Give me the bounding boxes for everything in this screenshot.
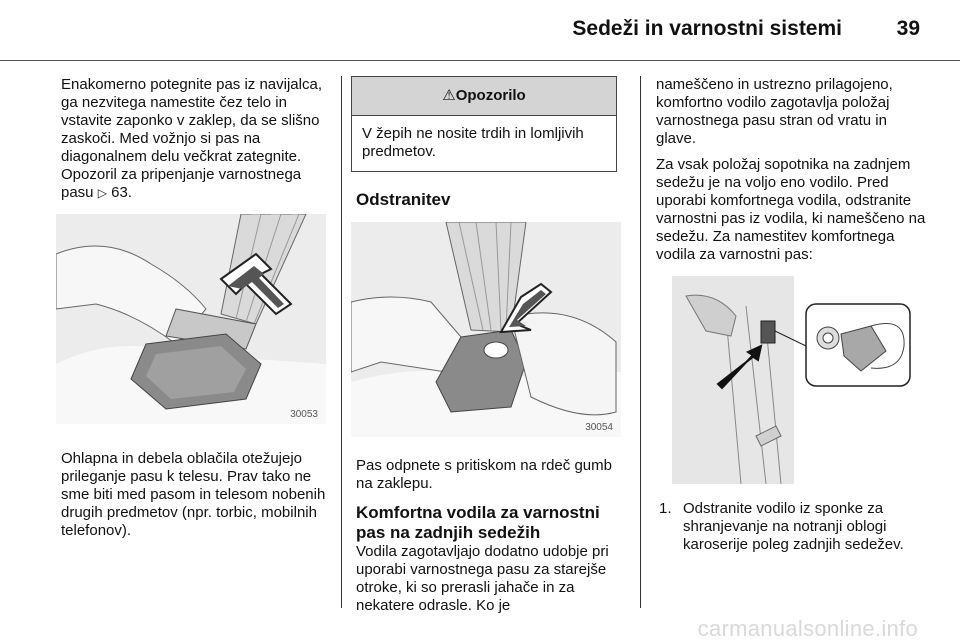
warning-text: V žepih ne nosite trdih in lomljivih predmetov. [362, 125, 584, 160]
paragraph-text: Enakomerno potegnite pas iz navijalca, ga nezvitega namestite čez telo in vstavite zaponko v zaklep, da se slišno zaskoči. Med vožnjo si pas na diagonalnem delu večkrat zategnite. Opozoril za pripenjanje varnostnega pasu [61, 76, 322, 201]
warning-triangle-icon: ⚠ [442, 87, 456, 104]
column-2 [356, 76, 622, 623]
figure-label: 30053 [290, 409, 318, 420]
column-divider [640, 76, 641, 608]
instruction-list [656, 500, 926, 554]
page-reference-icon: ▷ [97, 186, 107, 200]
seatbelt-buckle-illustration [56, 214, 326, 424]
column-3 [656, 76, 926, 554]
watermark: carmanualsonline.info [697, 616, 918, 641]
warning-box [351, 76, 617, 172]
page-number: 39 [896, 17, 920, 40]
paragraph: Vodila zagotavljajo dodatno udobje pri uporabi varnostnega pasu za starejše otroke, ki so prerasli jahače in za nekatere odrasle. Ko je [356, 543, 609, 614]
warning-title: Opozorilo [455, 87, 526, 104]
column-divider [341, 76, 342, 608]
seatbelt-release-illustration [351, 222, 621, 437]
comfort-guide-illustration [656, 276, 926, 486]
warning-header [352, 77, 616, 116]
paragraph: Ohlapna in debela oblačila otežujejo prileganje pasu k telesu. Prav tako ne sme biti med pasom in telesom nobenih drugih predmetov (npr. torbic, mobilnih telefonov). [61, 450, 326, 539]
page-header [0, 0, 960, 61]
list-item-number: 1. [659, 500, 672, 517]
paragraph: nameščeno in ustrezno prilagojeno, komfortno vodilo zagotavlja položaj varnostnega pasu stran od vratu in glave. [656, 76, 893, 147]
section-heading: Odstranitev [356, 190, 451, 209]
figure-label: 30054 [585, 422, 613, 433]
paragraph: Pas odpnete s pritiskom na rdeč gumb na zaklepu. [356, 457, 612, 492]
page-reference[interactable]: 63. [111, 184, 132, 201]
list-item-text: Odstranite vodilo iz sponke za shranjevanje na notranji oblogi karoserije poleg zadnjih sedežev. [683, 500, 904, 553]
paragraph: Za vsak položaj sopotnika na zadnjem sedežu je na voljo eno vodilo. Pred uporabi komfortnega vodila, odstranite varnostni pas iz vodila, ki nameščeno na sedežu. Za namestitev komfortnega vodila za varnostni pas: [656, 156, 926, 263]
section-heading: Komfortna vodila za varnostni pas na zadnjih sedežih [356, 503, 600, 542]
paragraph [61, 76, 327, 202]
list-item [656, 500, 926, 554]
column-1 [61, 76, 327, 548]
page-title: Sedeži in varnostni sistemi [572, 17, 842, 40]
